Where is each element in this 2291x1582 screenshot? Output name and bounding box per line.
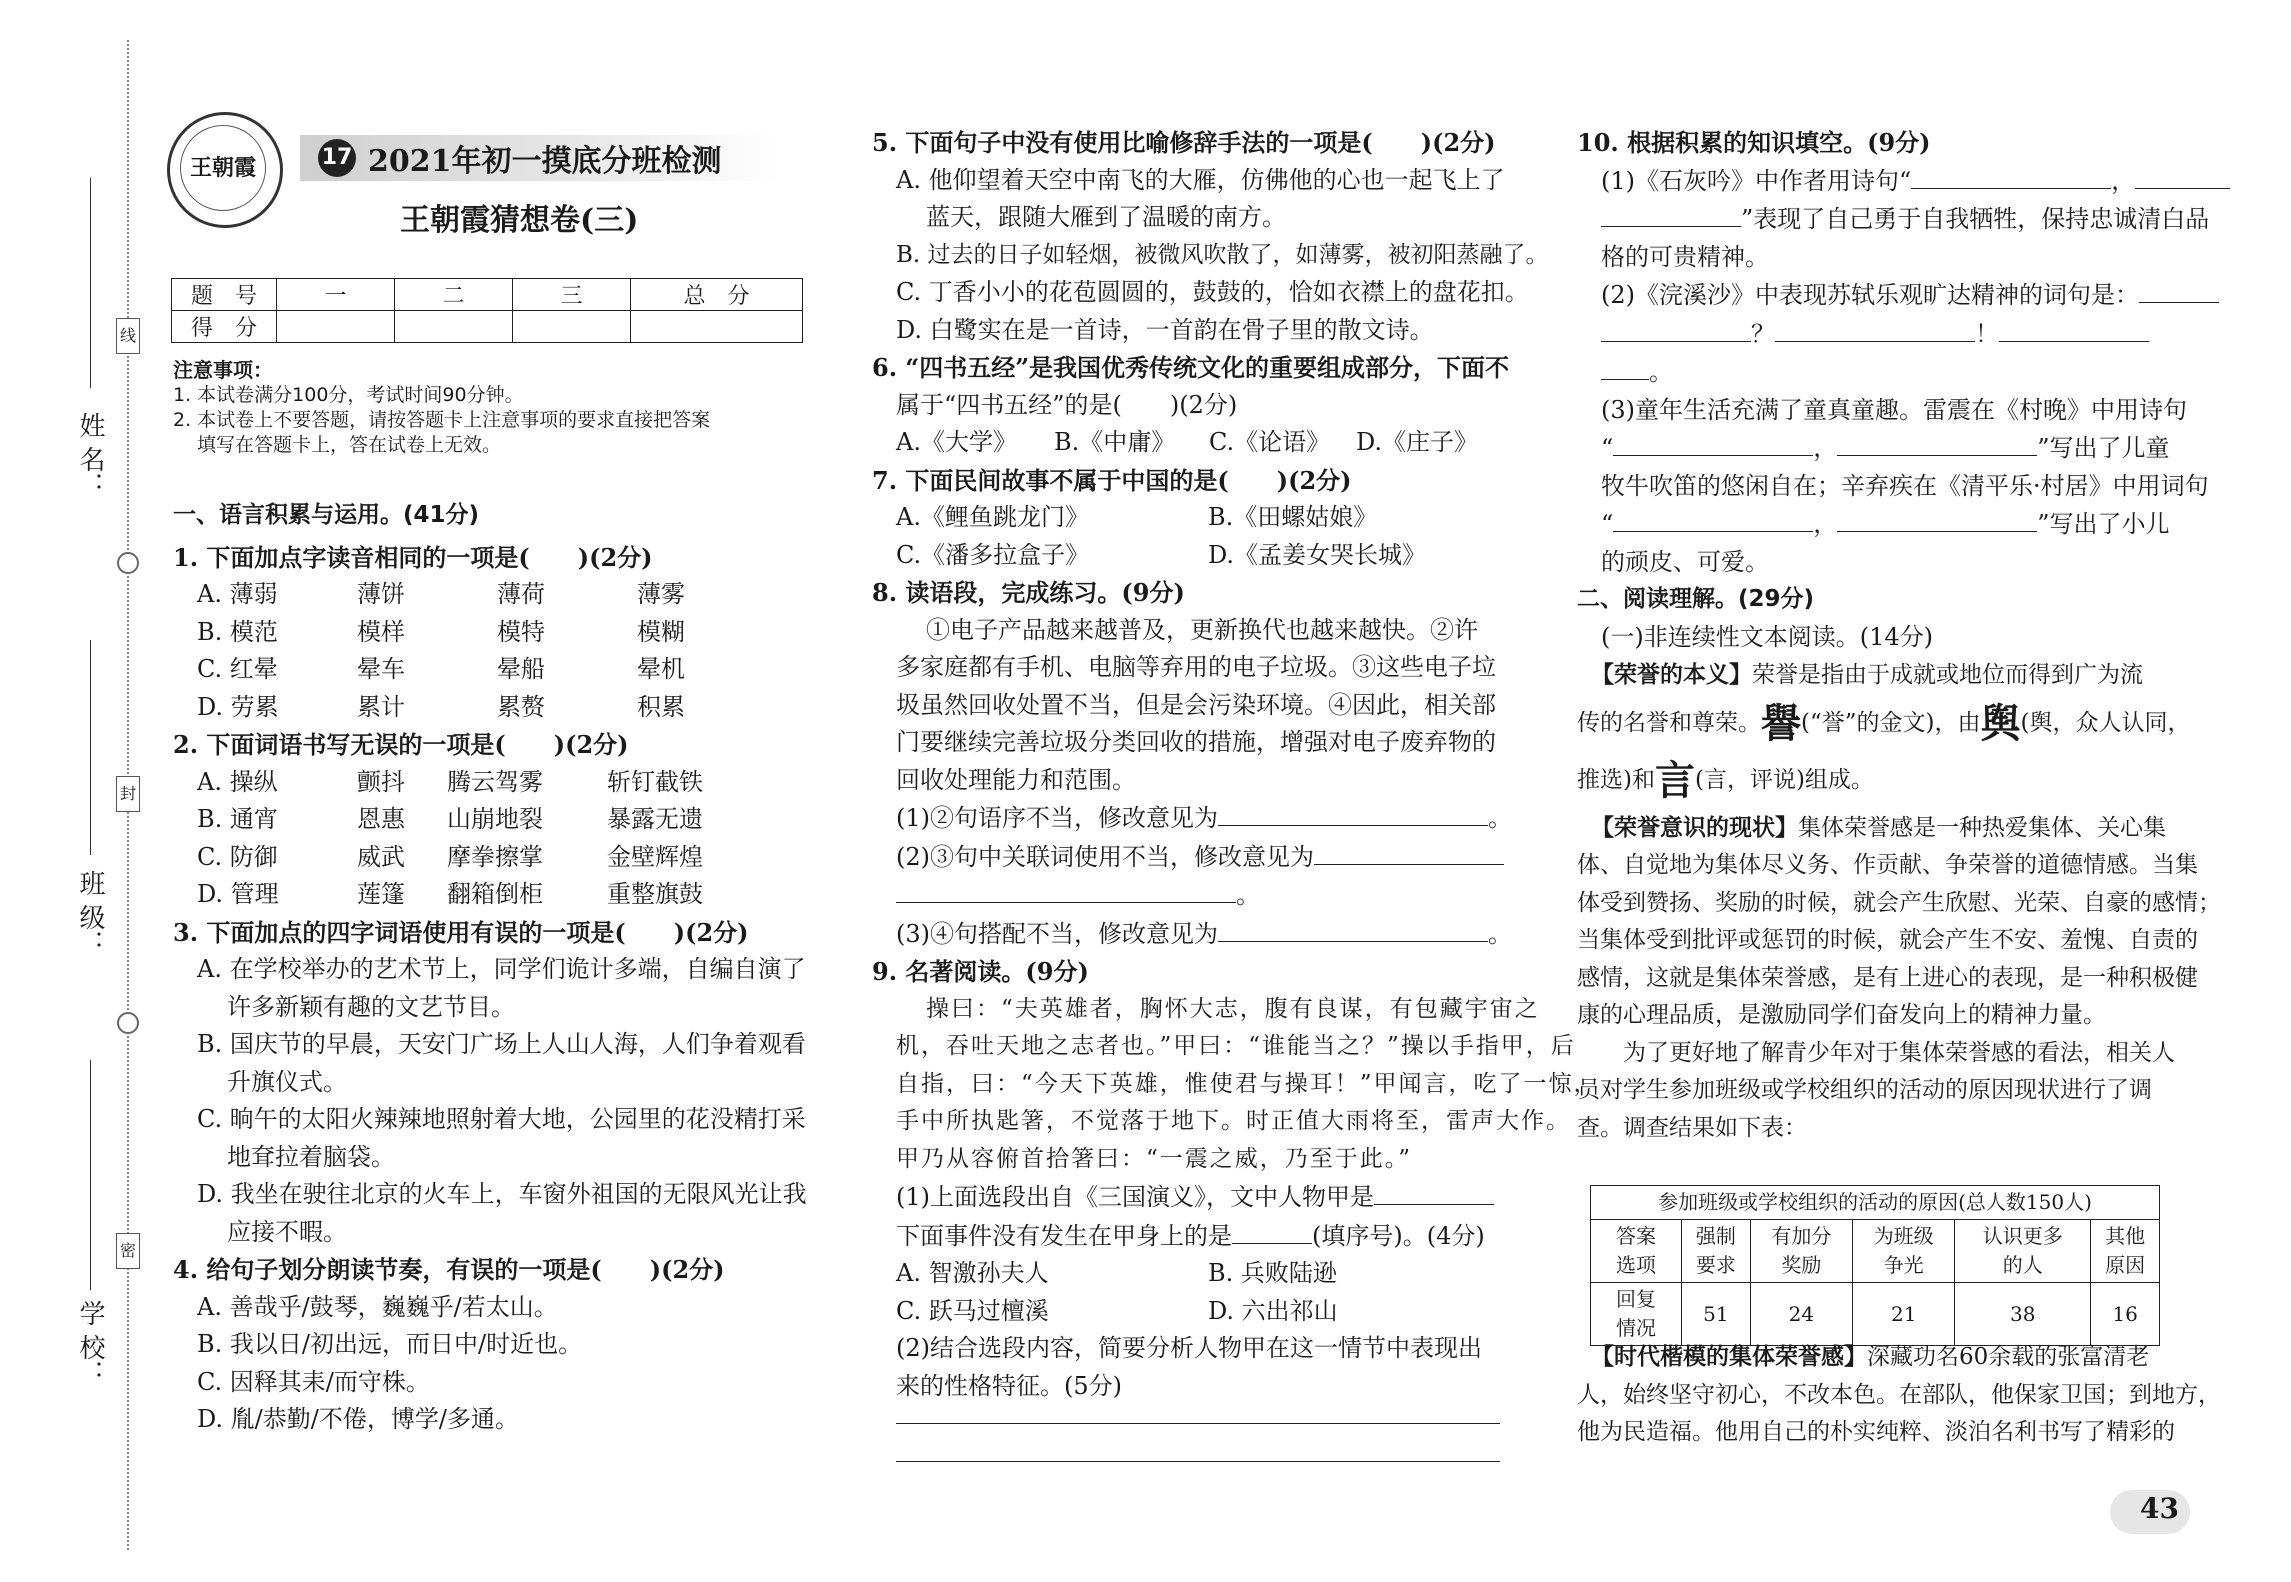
option-item[interactable]: A. 善哉乎/鼓琴，巍巍乎/若太山。 bbox=[197, 1292, 558, 1321]
score-value-row bbox=[172, 311, 803, 343]
option-item: 翻箱倒柜 bbox=[447, 880, 543, 908]
survey-value: 38 bbox=[1955, 1283, 2091, 1346]
reading-line: 体受到赞扬、奖励的时候，就会产生欣慰、光荣、自豪的感情； bbox=[1577, 889, 2221, 916]
option-item[interactable]: D. 白鹭实在是一首诗，一首韵在骨子里的散文诗。 bbox=[896, 315, 1434, 344]
reading-text: 荣誉是指由于成就或地位而得到广为流 bbox=[1752, 662, 2143, 688]
left-column bbox=[173, 497, 813, 1439]
fill-line: 格的可贵精神。 bbox=[1601, 242, 1769, 271]
survey-header-cell: 答案 选项 bbox=[1591, 1220, 1682, 1283]
option-item: 摩拳擦掌 bbox=[447, 842, 543, 871]
reading-text: 推选)和 bbox=[1577, 766, 1655, 793]
sub-question bbox=[872, 799, 1512, 838]
option-item: 金壁辉煌 bbox=[607, 842, 703, 871]
answer-blank[interactable] bbox=[1601, 353, 1649, 380]
class-label: 班 级： bbox=[75, 870, 105, 957]
reading-line bbox=[1577, 656, 2217, 695]
right-column-bottom bbox=[1577, 1338, 2221, 1452]
brand-logo-text: 王朝霞 bbox=[180, 125, 266, 211]
answer-line[interactable] bbox=[896, 1423, 1500, 1424]
answer-blank[interactable] bbox=[1232, 1217, 1312, 1244]
school-field[interactable] bbox=[90, 1060, 91, 1290]
q2-options bbox=[173, 764, 813, 914]
answer-blank[interactable] bbox=[1837, 505, 2037, 532]
passage-line: 甲乃从容俯首拾箸曰：“一震之威，乃至于此。” bbox=[896, 1145, 1413, 1172]
option-item: 晕机 bbox=[637, 655, 685, 683]
survey-header-cell: 回复 情况 bbox=[1591, 1283, 1682, 1346]
right-column bbox=[1577, 124, 2221, 1147]
question-stem: 3. 下面加点的四字词语使用有误的一项是( )(2分) bbox=[173, 917, 749, 947]
sub-question-text: 下面事件没有发生在甲身上的是 bbox=[896, 1221, 1232, 1250]
answer-blank[interactable] bbox=[1837, 429, 2037, 456]
option-row bbox=[173, 764, 813, 802]
reading-line: 康的心理品质，是激励同学们奋发向上的精神力量。 bbox=[1577, 1002, 2106, 1028]
option-item[interactable]: D.《孟姜女哭长城》 bbox=[1208, 540, 1427, 569]
option-item[interactable]: D. 我坐在驶往北京的火车上，车窗外祖国的无限风光让我 bbox=[197, 1180, 807, 1208]
answer-blank[interactable] bbox=[1218, 799, 1488, 826]
answer-line[interactable] bbox=[896, 1461, 1500, 1462]
answer-blank[interactable] bbox=[1601, 315, 1751, 342]
answer-blank[interactable] bbox=[1775, 315, 1975, 342]
class-field[interactable] bbox=[90, 640, 91, 855]
option-item: 颤抖 bbox=[357, 767, 405, 796]
option-item: 晕船 bbox=[497, 655, 545, 683]
question-stem: 2. 下面词语书写无误的一项是( )(2分) bbox=[173, 730, 629, 759]
survey-value: 51 bbox=[1682, 1283, 1751, 1346]
survey-header-cell: 为班级 争光 bbox=[1853, 1220, 1955, 1283]
passage-line: ①电子产品越来越普及，更新换代也越来越快。②许 bbox=[926, 615, 1478, 644]
cut-label-line: 线 bbox=[116, 318, 140, 354]
reading-line: 感情，这就是集体荣誉感，是有上进心的表现，是一种积极健 bbox=[1577, 964, 2198, 991]
fill-text: ”表现了自己勇于自我牺牲，保持忠诚清白品 bbox=[1741, 205, 2210, 233]
passage-line: 手中所执匙箸，不觉落于地下。时正值大雨将至，雷声大作。 bbox=[896, 1108, 1571, 1134]
option-item[interactable]: B. 我以日/初出远，而日中/时近也。 bbox=[197, 1330, 583, 1358]
score-input[interactable] bbox=[513, 311, 631, 343]
option-item: 模糊 bbox=[637, 617, 685, 646]
sub-question-end: 。 bbox=[1488, 919, 1512, 948]
notice-title: 注意事项： bbox=[173, 358, 273, 382]
option-item: 晕车 bbox=[357, 655, 405, 683]
option-item[interactable]: B. 通宵 bbox=[197, 805, 278, 833]
survey-value-row bbox=[1591, 1283, 2160, 1346]
option-item[interactable]: D. 胤/恭勤/不倦，博学/多通。 bbox=[197, 1405, 519, 1433]
passage-line: 回收处理能力和范围。 bbox=[896, 765, 1136, 794]
reading-text: 传的名誉和尊荣。 bbox=[1577, 709, 1761, 736]
sub-question bbox=[872, 876, 1512, 915]
reading-text: (“誉”的金文)，由 bbox=[1801, 709, 1981, 736]
answer-blank[interactable] bbox=[1374, 1178, 1494, 1205]
score-header-row bbox=[172, 279, 803, 311]
option-item[interactable]: A. 智激孙夫人 bbox=[896, 1259, 1049, 1287]
middle-column bbox=[872, 124, 1599, 1405]
survey-table bbox=[1590, 1185, 2160, 1346]
score-cell: 二 bbox=[395, 279, 513, 311]
answer-blank[interactable] bbox=[1911, 162, 2111, 189]
reading-line bbox=[1577, 809, 2217, 848]
passage-line: 操曰：“夫英雄者，胸怀大志，腹有良谋，有包藏宇宙之 bbox=[926, 995, 1540, 1022]
reading-line: 为了更好地了解青少年对于集体荣誉感的看法，相关人 bbox=[1623, 1039, 2175, 1066]
option-item: 累赘 bbox=[497, 692, 545, 721]
fill-line: 牧牛吹笛的悠闲自在；辛弃疾在《清平乐·村居》中用词句 bbox=[1601, 471, 2209, 500]
reading-line: 当集体受到批评或惩罚的时候，就会产生不安、羞愧、自责的 bbox=[1577, 927, 2198, 953]
answer-blank[interactable] bbox=[1999, 315, 2149, 342]
page-number: 43 bbox=[2140, 1492, 2179, 1525]
question-stem: 8. 读语段，完成练习。(9分) bbox=[872, 578, 1185, 607]
reading-heading: 【荣誉的本义】 bbox=[1591, 661, 1752, 688]
score-cell: 一 bbox=[277, 279, 395, 311]
reading-line bbox=[1577, 1338, 2217, 1377]
sub-question-end: 。 bbox=[1488, 804, 1512, 832]
option-item: 暴露无遗 bbox=[607, 805, 703, 833]
fill-line: ？ ！ bbox=[1577, 315, 2217, 354]
passage-line: 多家庭都有手机、电脑等弃用的电子垃圾。③这些电子垃 bbox=[896, 653, 1496, 681]
question-stem: 6. “四书五经”是我国优秀传统文化的重要组成部分，下面不 bbox=[872, 353, 1510, 382]
reading-line bbox=[1577, 695, 2217, 752]
survey-value: 24 bbox=[1750, 1283, 1852, 1346]
paper-subtitle: 王朝霞猜想卷(三) bbox=[400, 203, 639, 238]
option-item: 威武 bbox=[357, 842, 405, 871]
option-row bbox=[872, 499, 1512, 537]
sub-question bbox=[872, 915, 1512, 954]
sub-question bbox=[872, 1217, 1512, 1256]
passage-line: 圾虽然回收处置不当，但是会污染环境。④因此，相关部 bbox=[896, 690, 1496, 719]
answer-blank[interactable] bbox=[2139, 276, 2219, 303]
option-item[interactable]: B.《田螺姑娘》 bbox=[1208, 503, 1378, 531]
option-item[interactable]: D. 六出祁山 bbox=[1208, 1296, 1338, 1325]
option-item[interactable]: C. 晌午的太阳火辣辣地照射着大地，公园里的花没精打采 bbox=[197, 1105, 806, 1133]
option-item[interactable]: D.《庄子》 bbox=[1356, 428, 1479, 456]
notice-item: 1. 本试卷满分100分，考试时间90分钟。 bbox=[173, 384, 524, 406]
option-item[interactable]: A. 薄弱 bbox=[197, 580, 278, 608]
sub-question bbox=[872, 1178, 1512, 1217]
section-title: 一、语言积累与运用。(41分) bbox=[173, 502, 480, 528]
reading-text: (言，评说)组成。 bbox=[1694, 766, 1874, 793]
sub-question-text: (3)④句搭配不当，修改意见为 bbox=[896, 919, 1218, 948]
sub-question-end: 。 bbox=[1236, 881, 1260, 909]
option-item[interactable]: B.《中庸》 bbox=[1054, 428, 1176, 456]
score-input[interactable] bbox=[631, 311, 803, 343]
option-continuation: 蓝天，跟随大雁到了温暖的南方。 bbox=[926, 203, 1286, 231]
q1-options bbox=[173, 576, 813, 726]
option-row bbox=[872, 424, 1512, 462]
option-item: 斩钉截铁 bbox=[607, 767, 703, 796]
survey-caption: 参加班级或学校组织的活动的原因(总人数150人) bbox=[1591, 1186, 2160, 1220]
reading-text: (舆，众人认同， bbox=[2020, 709, 2191, 736]
option-continuation: 应接不暇。 bbox=[227, 1217, 347, 1246]
option-item: 重整旗鼓 bbox=[607, 880, 703, 908]
answer-blank[interactable] bbox=[1314, 838, 1504, 865]
cut-label-secret: 密 bbox=[116, 1233, 140, 1269]
reading-text: 集体荣誉感是一种热爱集体、关心集 bbox=[1798, 814, 2166, 841]
answer-blank[interactable] bbox=[2135, 162, 2230, 189]
fill-line: “ ， ”写出了小儿 bbox=[1577, 505, 2217, 544]
option-item[interactable]: A. 操纵 bbox=[197, 767, 278, 796]
option-row bbox=[173, 651, 813, 689]
name-field[interactable] bbox=[90, 178, 91, 388]
jinwen-glyph-yu: 譽 bbox=[1761, 699, 1801, 747]
reading-heading: 【荣誉意识的现状】 bbox=[1591, 813, 1798, 841]
jinwen-glyph-yan: 言 bbox=[1654, 756, 1695, 804]
answer-blank[interactable] bbox=[1613, 505, 1813, 532]
survey-value: 21 bbox=[1853, 1283, 1955, 1346]
paper-number-badge: 17 bbox=[318, 139, 356, 177]
question-stem: 5. 下面句子中没有使用比喻修辞手法的一项是( )(2分) bbox=[872, 128, 1496, 157]
option-item[interactable]: C.《论语》 bbox=[1209, 428, 1331, 456]
school-label: 学 校： bbox=[75, 1300, 105, 1387]
option-item[interactable]: A. 他仰望着天空中南飞的大雁，仿佛他的心也一起飞上了 bbox=[896, 165, 1505, 194]
fill-line: 的顽皮、可爱。 bbox=[1601, 547, 1769, 576]
answer-blank[interactable] bbox=[1613, 429, 1813, 456]
answer-blank[interactable] bbox=[1601, 200, 1741, 227]
reading-line: 体、自觉地为集体尽义务、作贡献、争荣誉的道德情感。当集 bbox=[1577, 852, 2198, 878]
fill-text: ”写出了儿童 bbox=[2037, 434, 2170, 462]
score-input[interactable] bbox=[277, 311, 395, 343]
option-item[interactable]: B. 兵败陆逊 bbox=[1208, 1259, 1337, 1287]
sub-question: 来的性格特征。(5分) bbox=[896, 1371, 1122, 1400]
notice-item: 2. 本试卷上不要答题，请按答题卡上注意事项的要求直接把答案 bbox=[173, 409, 711, 431]
option-item: 薄饼 bbox=[357, 580, 405, 608]
question-stem: 9. 名著阅读。(9分) bbox=[872, 957, 1089, 986]
sub-question-text: (填序号)。(4分) bbox=[1312, 1221, 1485, 1250]
option-item[interactable]: B. 过去的日子如轻烟，被微风吹散了，如薄雾，被初阳蒸融了。 bbox=[896, 241, 1549, 268]
sub-question bbox=[872, 838, 1512, 877]
answer-blank[interactable] bbox=[896, 876, 1236, 903]
option-item[interactable]: A.《鲤鱼跳龙门》 bbox=[896, 503, 1089, 531]
option-continuation: 升旗仪式。 bbox=[227, 1067, 347, 1096]
option-item: 模特 bbox=[497, 617, 545, 646]
notice-item: 填写在答题卡上，答在试卷上无效。 bbox=[197, 434, 502, 456]
question-stem: 7. 下面民间故事不属于中国的是( )(2分) bbox=[872, 465, 1352, 495]
fill-text: (2)《浣溪沙》中表现苏轼乐观旷达精神的词句是： bbox=[1601, 281, 2139, 309]
option-row bbox=[173, 839, 813, 877]
option-item[interactable]: B. 国庆节的早晨，天安门广场上人山人海，人们争着观看 bbox=[197, 1030, 806, 1058]
subsection-title: (一)非连续性文本阅读。(14分) bbox=[1601, 622, 1933, 651]
option-item[interactable]: C. 防御 bbox=[197, 842, 278, 871]
jinwen-glyph-yu2: 舆 bbox=[1980, 699, 2021, 747]
option-item: 莲篷 bbox=[357, 880, 405, 908]
sub-question: (2)结合选段内容，简要分析人物甲在这一情节中表现出 bbox=[896, 1334, 1482, 1362]
option-item: 山崩地裂 bbox=[447, 805, 543, 833]
score-cell: 题 号 bbox=[172, 279, 277, 311]
reading-line: 查。调查结果如下表： bbox=[1577, 1114, 1807, 1141]
reading-line: 员对学生参加班级或学校组织的活动的原因现状进行了调 bbox=[1577, 1077, 2152, 1103]
score-cell: 总 分 bbox=[631, 279, 803, 311]
survey-header-cell: 强制 要求 bbox=[1682, 1220, 1751, 1283]
option-item[interactable]: D. 劳累 bbox=[197, 692, 279, 721]
option-item: 薄荷 bbox=[497, 580, 545, 608]
fill-line bbox=[1577, 200, 2217, 239]
score-cell: 三 bbox=[513, 279, 631, 311]
option-item[interactable]: A. 在学校举办的艺术节上，同学们诡计多端，自编自演了 bbox=[197, 955, 806, 983]
score-input[interactable] bbox=[395, 311, 513, 343]
option-item: 模样 bbox=[357, 617, 405, 646]
reading-text: 深藏功名60余载的张富清老 bbox=[1867, 1344, 2150, 1370]
survey-header-cell: 有加分 奖励 bbox=[1750, 1220, 1852, 1283]
fill-line: “ ， ”写出了儿童 bbox=[1577, 429, 2217, 468]
section-title: 二、阅读理解。(29分) bbox=[1577, 586, 1815, 612]
fill-line: (1)《石灰吟》中作者用诗句“ ， bbox=[1577, 162, 2217, 201]
option-item: 腾云驾雾 bbox=[447, 767, 543, 796]
option-item[interactable]: A.《大学》 bbox=[896, 428, 1017, 456]
survey-header-cell: 其他 原因 bbox=[2091, 1220, 2160, 1283]
survey-header-row bbox=[1591, 1220, 2160, 1283]
option-item[interactable]: B. 模范 bbox=[197, 617, 278, 646]
cut-label-seal: 封 bbox=[116, 776, 140, 812]
reading-line bbox=[1577, 752, 2217, 809]
binding-hole bbox=[117, 552, 139, 574]
survey-caption-row bbox=[1591, 1186, 2160, 1220]
option-item: 积累 bbox=[637, 692, 685, 721]
option-row bbox=[872, 537, 1512, 575]
survey-value: 16 bbox=[2091, 1283, 2160, 1346]
passage-line: 自指，曰：“今天下英雄，惟使君与操耳！”甲闻言，吃了一惊， bbox=[896, 1070, 1599, 1097]
question-stem-cont: 属于“四书五经”的是( )(2分) bbox=[896, 390, 1238, 419]
option-item[interactable]: C. 因释其耒/而守株。 bbox=[197, 1367, 430, 1396]
answer-blank[interactable] bbox=[1218, 915, 1488, 942]
option-item[interactable]: C. 红晕 bbox=[197, 655, 278, 683]
option-continuation: 地耷拉着脑袋。 bbox=[227, 1142, 395, 1171]
option-row bbox=[173, 876, 813, 914]
passage-line: 机，吞吐天地之志者也。”甲曰：“谁能当之？”操以手指甲，后 bbox=[896, 1033, 1576, 1059]
option-row bbox=[173, 689, 813, 727]
option-item[interactable]: C. 跃马过檀溪 bbox=[896, 1296, 1049, 1325]
brand-logo bbox=[167, 112, 283, 228]
option-continuation: 许多新颖有趣的文艺节目。 bbox=[227, 992, 515, 1021]
name-label: 姓 名： bbox=[75, 412, 105, 499]
fill-line bbox=[1577, 276, 2217, 315]
fill-line: (3)童年生活充满了童真童趣。雷震在《村晚》中用诗句 bbox=[1601, 395, 2187, 424]
question-stem: 4. 给句子划分朗读节奏，有误的一项是( )(2分) bbox=[173, 1255, 725, 1284]
option-item[interactable]: C.《潘多拉盒子》 bbox=[896, 540, 1090, 569]
score-cell: 得 分 bbox=[172, 311, 277, 343]
passage-line: 门要继续完善垃圾分类回收的措施，增强对电子废弃物的 bbox=[896, 728, 1496, 756]
option-item[interactable]: D. 管理 bbox=[197, 880, 279, 908]
sub-question-text: (1)上面选段出自《三国演义》，文中人物甲是 bbox=[896, 1183, 1374, 1211]
fill-text: (1)《石灰吟》中作者用诗句“ bbox=[1601, 166, 1912, 195]
option-item: 恩惠 bbox=[357, 805, 405, 833]
reading-line: 人，始终坚守初心，不改本色。在部队，他保家卫国；到地方， bbox=[1577, 1381, 2221, 1408]
sub-question-text: (2)③句中关联词使用不当，修改意见为 bbox=[896, 842, 1314, 871]
notice-block bbox=[173, 358, 710, 458]
score-table bbox=[171, 278, 803, 343]
option-item: 累计 bbox=[357, 692, 405, 721]
survey-header-cell: 认识更多 的人 bbox=[1955, 1220, 2091, 1283]
sub-question-text: (1)②句语序不当，修改意见为 bbox=[896, 804, 1218, 832]
fill-line: 。 bbox=[1577, 353, 2217, 392]
option-row bbox=[173, 801, 813, 839]
question-stem: 1. 下面加点字读音相同的一项是( )(2分) bbox=[173, 542, 653, 572]
binding-hole bbox=[117, 1012, 139, 1034]
fill-text: ”写出了小儿 bbox=[2037, 510, 2170, 538]
reading-line: 他为民造福。他用自己的朴实纯粹、淡泊名利书写了精彩的 bbox=[1577, 1419, 2175, 1445]
question-stem: 10. 根据积累的知识填空。(9分) bbox=[1577, 128, 1931, 157]
paper-title: 2021年初一摸底分班检测 bbox=[368, 144, 722, 179]
option-row bbox=[872, 1293, 1512, 1331]
option-row bbox=[173, 614, 813, 652]
option-row bbox=[173, 576, 813, 614]
option-item: 薄雾 bbox=[637, 580, 685, 608]
reading-heading: 【时代楷模的集体荣誉感】 bbox=[1591, 1343, 1867, 1370]
option-item[interactable]: C. 丁香小小的花苞圆圆的，鼓鼓的，恰如衣襟上的盘花扣。 bbox=[896, 278, 1529, 306]
option-row bbox=[872, 1255, 1512, 1293]
